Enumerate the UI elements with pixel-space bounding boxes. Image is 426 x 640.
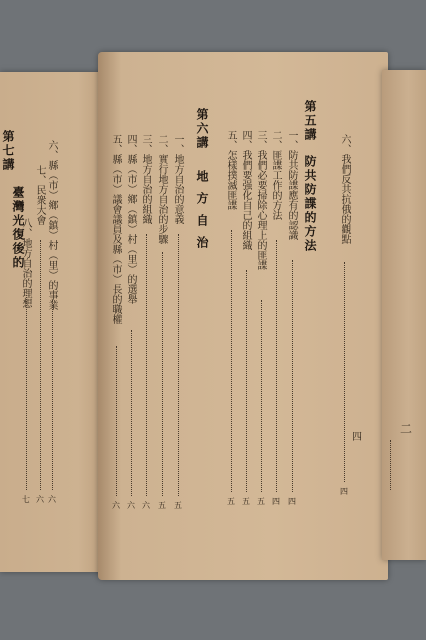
dot-leader — [131, 330, 132, 496]
chapter6-heading: 第六講 — [195, 108, 209, 150]
page-number: 四 — [288, 497, 296, 506]
dot-leader — [390, 440, 391, 490]
page-number: 五 — [158, 501, 166, 510]
toc-entry: 三、地方自治的組織 — [140, 134, 151, 224]
page-number: 六 — [112, 501, 120, 510]
page-number: 五 — [227, 497, 235, 506]
page-folio: 四 — [352, 432, 362, 443]
page-number: 五 — [257, 497, 265, 506]
page-number: 六 — [142, 501, 150, 510]
dot-leader — [52, 300, 53, 490]
dot-leader — [178, 234, 179, 496]
next-page-edge — [382, 70, 426, 560]
page-number: 五 — [174, 501, 182, 510]
dot-leader — [344, 262, 345, 482]
chapter5-title: 防共防諜的方法 — [303, 155, 317, 253]
dot-leader — [146, 234, 147, 496]
toc-entry: 四、我們要强化自己的組織 — [240, 130, 251, 250]
toc-entry: 二、實行地方自治的步驟 — [156, 134, 167, 244]
page-number: 六 — [36, 495, 44, 504]
page-number: 七 — [22, 495, 30, 504]
page-number: 六 — [48, 495, 56, 504]
toc-entry: 二、匪諜工作的方法 — [270, 130, 281, 220]
chapter7-title: 臺灣光復後的 — [11, 186, 25, 270]
dot-leader — [276, 240, 277, 492]
dot-leader — [26, 295, 27, 490]
toc-entry: 六、我們反共抗俄的觀點 — [339, 134, 350, 244]
dot-leader — [292, 260, 293, 492]
toc-entry: 六、縣（市）鄉（鎮）村（里）的事業 — [46, 140, 57, 310]
dot-leader — [40, 240, 41, 490]
toc-entry: 一、防共防諜應有的認識 — [286, 130, 297, 240]
dot-leader — [246, 270, 247, 492]
toc-entry: 五、怎樣撲滅匪諜 — [225, 130, 236, 210]
chapter5-heading: 第五講 — [303, 100, 317, 142]
page-folio: 二 — [400, 422, 413, 436]
toc-entry: 一、地方自治的意義 — [172, 134, 183, 224]
dot-leader — [231, 230, 232, 492]
page-number: 四 — [340, 487, 348, 496]
chapter7-heading: 第七講 — [1, 130, 15, 172]
dot-leader — [261, 300, 262, 492]
toc-entry: 三、我們必要掃除心理上的匪諜 — [255, 130, 266, 270]
dot-leader — [116, 346, 117, 496]
toc-entry: 七、民衆大會 — [34, 165, 45, 225]
toc-entry: 五、縣（市）議會議員及縣（市）長的職權 — [110, 134, 121, 324]
page-number: 六 — [127, 501, 135, 510]
dot-leader — [162, 252, 163, 496]
chapter6-title: 地方自治 — [195, 170, 209, 258]
toc-entry: 四、縣（市）鄉（鎮）村（里）的選舉 — [125, 134, 136, 304]
page-number: 四 — [272, 497, 280, 506]
page-number: 五 — [242, 497, 250, 506]
toc-entry: 八、地方自治的理想 — [20, 218, 31, 308]
